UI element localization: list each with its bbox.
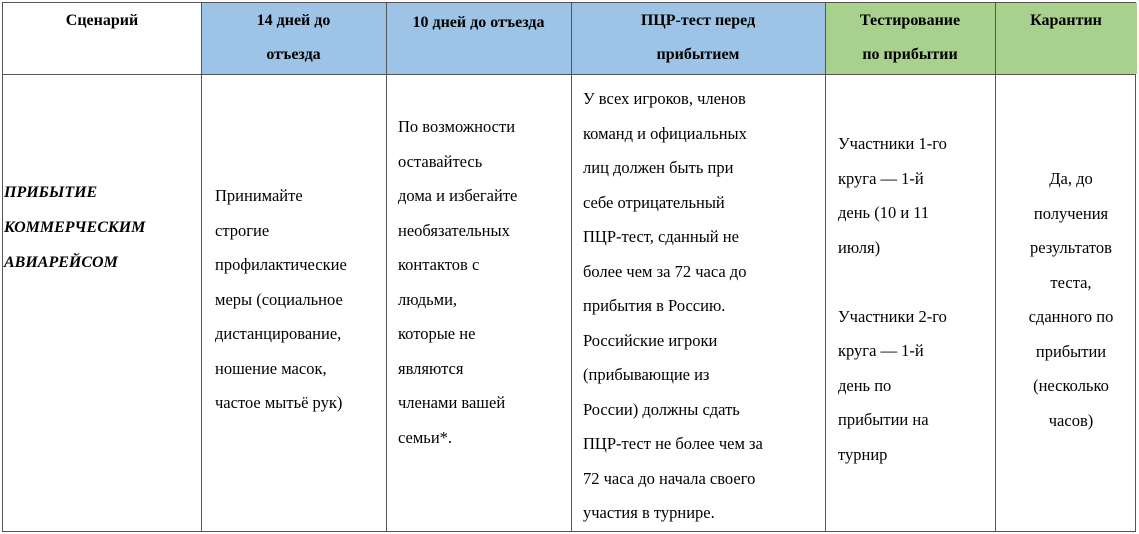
header-pcr-test: ПЦР-тест перед прибытием — [571, 3, 825, 74]
testing-round-1: Участники 1-го круга — 1-й день (10 и 11 июля) — [838, 134, 947, 257]
cell-10-days-advice: По возможности оставайтесь дома и избегайте необязательных контактов с людьми, которые не являются членами вашей семьи*. — [398, 117, 518, 447]
column-divider — [571, 3, 572, 531]
header-testing-on-arrival: Тестирование по прибытии — [825, 3, 995, 74]
header-10-days: 10 дней до отъезда — [386, 3, 571, 74]
testing-round-2: Участники 2-го круга — 1-й день по прибытии на турнир — [838, 306, 947, 464]
column-divider — [995, 3, 996, 531]
column-divider — [201, 3, 202, 531]
covid-scenario-table — [2, 2, 1136, 532]
scenario-name: ПРИБЫТИЕ КОММЕРЧЕСКИМ АВИАРЕЙСОМ — [4, 184, 146, 271]
cell-testing-on-arrival — [838, 127, 988, 472]
header-quarantine: Карантин — [995, 3, 1137, 74]
cell-quarantine: Да, до получения результатов теста, сданного по прибытии (несколько часов) — [1028, 169, 1114, 430]
cell-14-days-advice: Принимайте строгие профилактические меры (социальное дистанцирование, ношение масок, частое мытьё рук) — [215, 186, 347, 412]
header-divider — [3, 74, 1135, 75]
header-scenario: Сценарий — [65, 12, 139, 29]
header-14-days: 14 дней до отъезда — [201, 3, 386, 74]
cell-pcr-requirements: У всех игроков, членов команд и официальных лиц должен быть при себе отрицательный ПЦР-тест, сданный не более чем за 72 часа до прибытия в Россию. Российские игроки (прибывающие из России) должны сдать ПЦР-тест не более чем за 72 часа до начала своего участия в турнире. — [583, 89, 763, 522]
spacer — [838, 265, 988, 300]
column-divider — [825, 3, 826, 531]
column-divider — [386, 3, 387, 531]
